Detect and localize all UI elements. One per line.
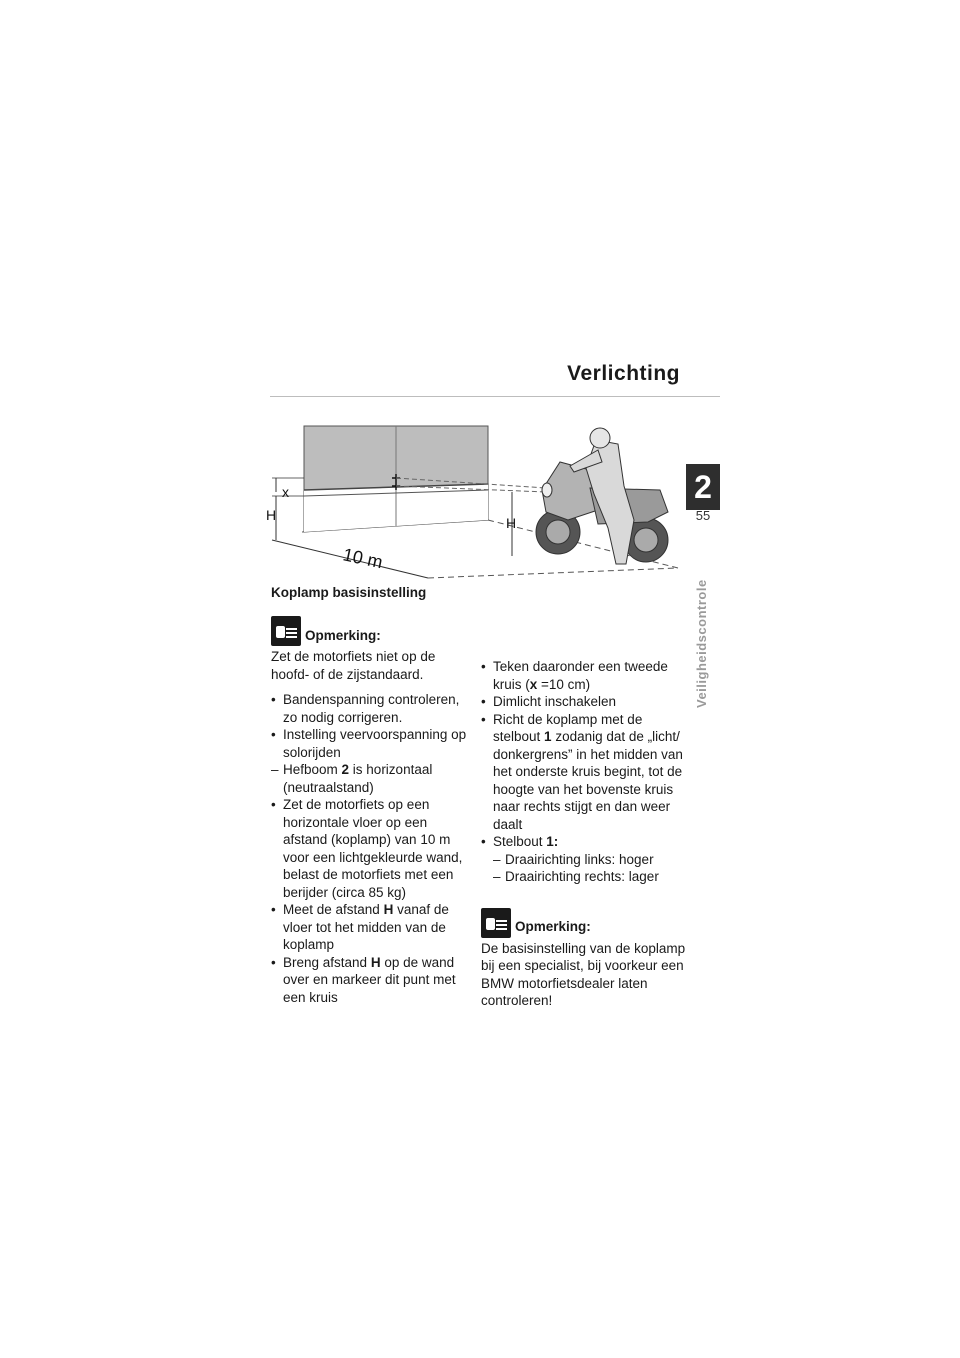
list-marker: •: [481, 659, 486, 674]
list-marker: •: [481, 834, 486, 849]
headlight-adjustment-illustration: [268, 420, 688, 585]
floor-line-back: [428, 568, 678, 578]
list-item: • Stelbout 1:: [481, 834, 559, 849]
list-item: • Richt de koplamp met de stelbout 1 zodanig dat de „licht/ donkergrens” in het midden van het onderste kruis begint, tot de hoogte van het bovenste kruis naar rechts stijgt en dan weer daalt: [481, 711, 683, 832]
motorcycle-with-rider: [536, 428, 668, 564]
list-marker: •: [271, 797, 276, 812]
list-item: – Hefboom 2 is horizontaal (neutraalstand): [271, 762, 433, 795]
note-heading: Opmerking:: [305, 627, 381, 643]
right-column: [481, 658, 691, 1018]
label-h-bike: H: [506, 515, 517, 531]
note-icon: [481, 908, 511, 938]
front-wheel-rim: [546, 520, 570, 544]
list-item: • Dimlicht inschakelen: [481, 694, 617, 709]
chapter-number: 2: [694, 469, 712, 505]
rear-wheel-rim: [634, 528, 658, 552]
list-item: • Teken daaronder een tweede kruis (x =10 cm): [481, 659, 668, 692]
list-marker: •: [481, 711, 486, 727]
list-item: • Bandenspanning controleren, zo nodig corrigeren.: [271, 692, 460, 725]
list-marker: •: [271, 727, 276, 742]
list-marker: •: [271, 954, 276, 970]
note-heading: Opmerking:: [515, 919, 591, 934]
note-block: [481, 908, 691, 1010]
headlight: [542, 483, 552, 497]
title-rule: [270, 396, 720, 397]
list-item: • Meet de afstand H vanaf de vloer tot het midden van de koplamp: [271, 902, 449, 952]
note-text: De basisinstelling van de koplamp bij een specialist, bij voorkeur een BMW motorfietsdealer laten controleren!: [481, 940, 686, 1008]
instruction-list: [271, 691, 471, 1006]
left-column: [271, 616, 471, 1006]
list-marker: –: [271, 762, 279, 777]
note-icon: [271, 616, 301, 646]
page-number: 55: [695, 508, 711, 523]
rider-helmet: [590, 428, 610, 448]
page-title: Verlichting: [567, 362, 680, 385]
list-subitem: – Draairichting links: hoger: [493, 851, 654, 867]
list-subitem: – Draairichting rechts: lager: [493, 869, 659, 884]
list-item: • Zet de motorfiets op een horizontale vloer op een afstand (koplamp) van 10 m voor een lichtgekleurde wand, belast de motorfiets met een berijder (circa 85 kg): [271, 797, 463, 900]
list-marker: •: [271, 902, 276, 917]
list-item: • Instelling veervoorspanning op solorijden: [271, 727, 467, 760]
label-distance: 10 m: [341, 544, 385, 573]
list-marker: •: [481, 694, 486, 709]
label-x: x: [282, 484, 289, 500]
note-text: Zet de motorfiets niet op de hoofd- of de zijstandaard.: [271, 649, 436, 682]
note-block: [271, 616, 471, 683]
figure-caption: Koplamp basisinstelling: [271, 585, 427, 600]
list-item: • Breng afstand H op de wand over en markeer dit punt met een kruis: [271, 954, 456, 1005]
label-h-wall: H: [266, 507, 277, 523]
instruction-list: [481, 658, 691, 886]
list-marker: –: [493, 869, 501, 884]
list-marker: •: [271, 692, 276, 707]
list-marker: –: [493, 851, 501, 867]
section-side-label: Veiligheidscontrole: [694, 579, 709, 708]
